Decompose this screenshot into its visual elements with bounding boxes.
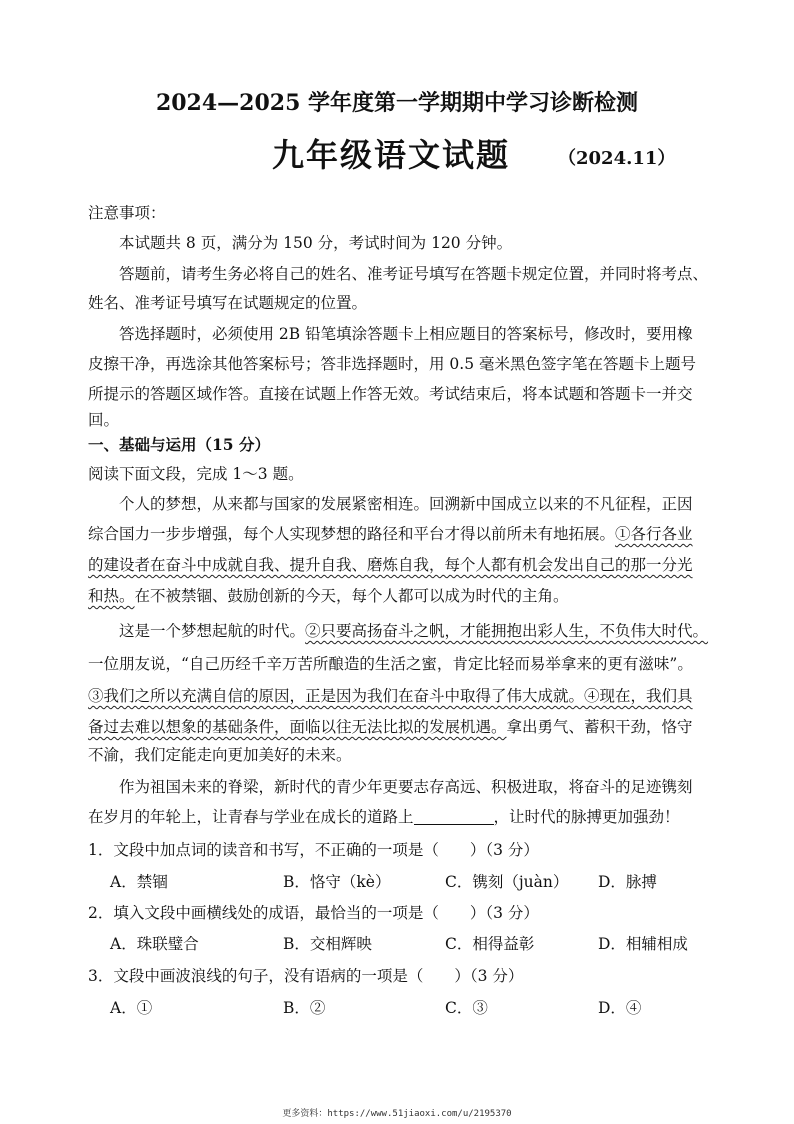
- notice-paragraph-3-line-3: 所提示的答题区域作答。直接在试题上作答无效。考试结束后，将本试题和答题卡一并交: [88, 385, 693, 403]
- notice-paragraph-3-line-1: 答选择题时，必须使用 2B 铅笔填涂答题卡上相应题目的答案标号，修改时，要用橡: [119, 325, 693, 343]
- passage-text: 拿出勇气、蓄积干劲，恪守: [506, 718, 693, 736]
- notice-paragraph-3-line-4: 回。: [88, 411, 120, 429]
- wavy-sentence-3-4: ③我们之所以充满自信的原因，正是因为我们在奋斗中取得了伟大成就。④现在，我们具: [88, 687, 693, 705]
- question-1-option-d: D．脉搏: [598, 873, 657, 891]
- question-1-option-a: A．禁锢: [110, 873, 168, 891]
- question-1-option-c: C．镌刻（juàn）: [445, 873, 569, 891]
- passage-p1-line-1: 个人的梦想，从来都与国家的发展紧密相连。回溯新中国成立以来的不凡征程，正因: [119, 495, 693, 513]
- notice-paragraph-1: 本试题共 8 页，满分为 150 分，考试时间为 120 分钟。: [119, 234, 513, 252]
- passage-p2-line-2: 一位朋友说，“自己历经千辛万苦所酿造的生活之蜜，肯定比轻而易举拿来的更有滋味”。: [88, 655, 693, 673]
- passage-text: 在岁月的年轮上，让青春与学业在成长的道路上: [88, 808, 414, 826]
- section-1-instruction: 阅读下面文段，完成 1～3 题。: [88, 465, 304, 483]
- passage-p1-line-4: [88, 586, 569, 606]
- question-3-option-c: C．③: [445, 999, 488, 1017]
- exam-date: （2024.11）: [558, 148, 676, 169]
- question-2-stem: 2．填入文段中画横线处的成语，最恰当的一项是（ ）（3 分）: [88, 904, 539, 922]
- passage-p2-line-4: [88, 717, 693, 737]
- wavy-sentence-4: 备过去难以想象的基础条件，面临以往无法比拟的发展机遇。: [88, 718, 507, 736]
- question-3-option-b: B．②: [283, 999, 326, 1017]
- question-3-stem: 3．文段中画波浪线的句子，没有语病的一项是（ ）（3 分）: [88, 967, 524, 985]
- question-1-option-b: B．恪守（kè）: [283, 873, 391, 891]
- passage-p2-line-5: 不渝，我们定能走向更加美好的未来。: [88, 746, 352, 764]
- passage-p2-line-1: [119, 621, 708, 641]
- passage-text: 这是一个梦想起航的时代。: [119, 622, 306, 640]
- passage-text: ，让时代的脉搏更加强劲！: [493, 808, 680, 826]
- passage-p3-line-2: [88, 807, 680, 827]
- question-2-option-b: B．交相辉映: [283, 935, 372, 953]
- passage-text: 综合国力一步步增强，每个人实现梦想的路径和平台才得以前所未有地拓展。: [88, 525, 616, 543]
- question-1-stem: 1．文段中加点词的读音和书写，不正确的一项是（ ）（3 分）: [88, 841, 539, 859]
- notice-paragraph-2-line-2: 姓名、准考证号填写在试题规定的位置。: [88, 294, 368, 312]
- section-1-heading: 一、基础与运用（15 分）: [88, 435, 270, 454]
- passage-p3-line-1: 作为祖国未来的脊梁，新时代的青少年更要志存高远、积极进取，将奋斗的足迹镌刻: [119, 778, 693, 796]
- wavy-sentence-1: 和热。: [88, 587, 135, 605]
- wavy-sentence-1: ①各行各业: [615, 525, 693, 543]
- passage-p2-line-3: [88, 686, 693, 706]
- question-2-option-c: C．相得益彰: [445, 935, 535, 953]
- exam-subject-title: 九年级语文试题: [272, 136, 511, 174]
- notice-paragraph-3-line-2: 皮擦干净，再选涂其他答案标号；答非选择题时，用 0.5 毫米黑色签字笔在答题卡上题号: [88, 355, 697, 373]
- passage-p1-line-2: [88, 524, 693, 544]
- passage-p1-line-3: [88, 555, 693, 575]
- passage-text: 在不被禁锢、鼓励创新的今天，每个人都可以成为时代的主角。: [134, 587, 569, 605]
- footer-source-link[interactable]: 更多资料：https://www.51jiaoxi.com/u/2195370: [282, 1109, 512, 1119]
- notice-paragraph-2-line-1: 答题前，请考生务必将自己的姓名、准考证号填写在答题卡规定位置，并同时将考点、: [119, 265, 709, 283]
- question-3-option-a: A．①: [110, 999, 153, 1017]
- question-3-option-d: D．④: [598, 999, 642, 1017]
- wavy-sentence-2: ②只要高扬奋斗之帆，才能拥抱出彩人生，不负伟大时代。: [305, 622, 709, 640]
- wavy-sentence-1: 的建设者在奋斗中成就自我、提升自我、磨炼自我，每个人都有机会发出自己的那一分光: [88, 556, 693, 574]
- exam-header-title: 2024—2025 学年度第一学期期中学习诊断检测: [155, 90, 639, 116]
- question-2-option-a: A．珠联璧合: [110, 935, 199, 953]
- notice-heading: 注意事项：: [88, 204, 166, 222]
- fill-in-blank: [414, 808, 494, 825]
- question-2-option-d: D．相辅相成: [598, 935, 688, 953]
